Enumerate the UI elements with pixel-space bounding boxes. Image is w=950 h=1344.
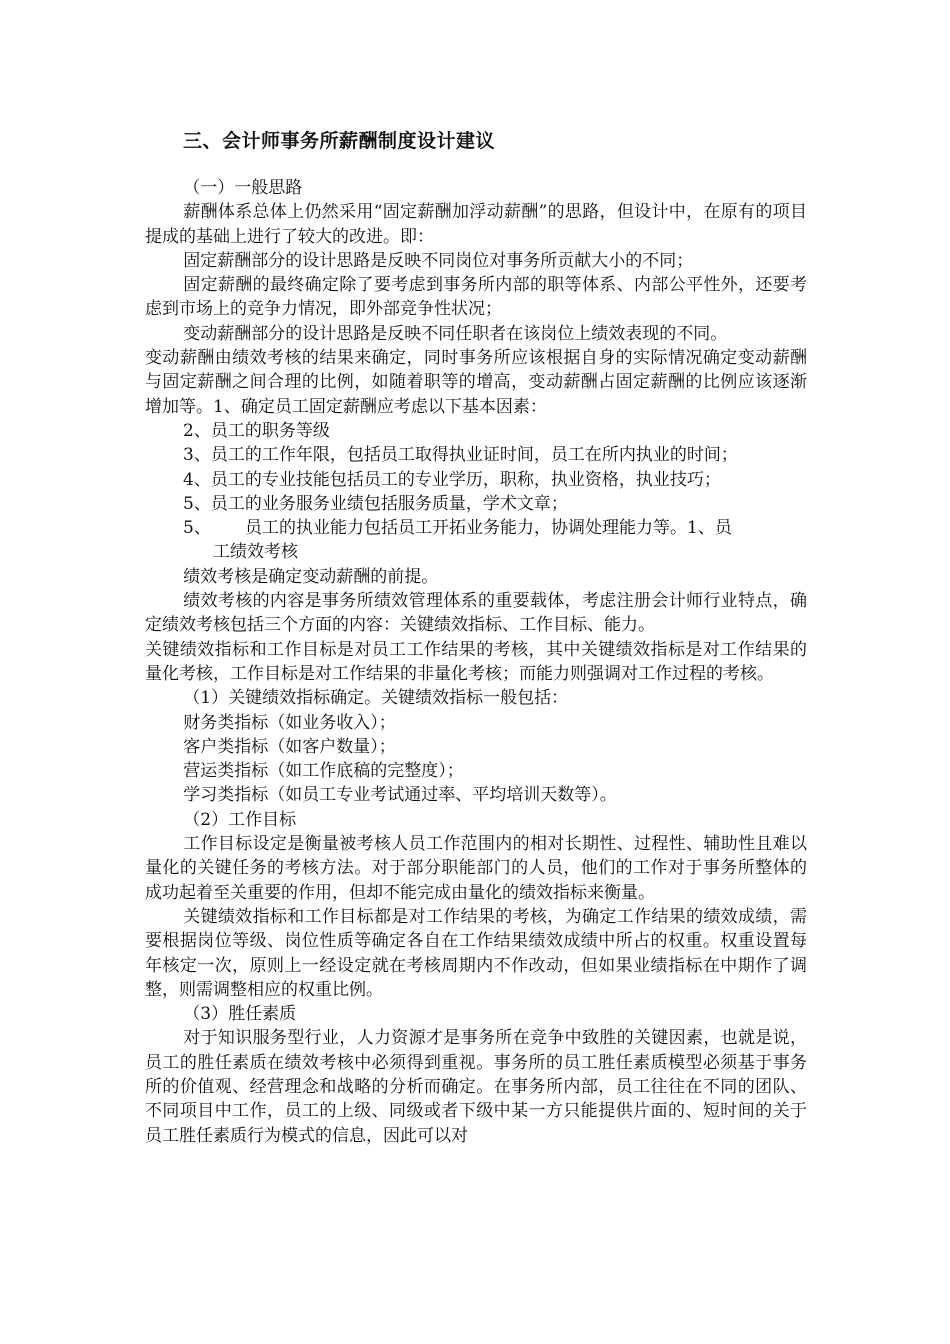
paragraph: 关键绩效指标和工作目标都是对工作结果的考核，为确定工作结果的绩效成绩，需要根据岗位等级、岗位性质等确定各自在工作结果绩效成绩中所占的权重。权重设置每年核定一次，原则上一经设定就在考核周期内不作改动，但如果业绩指标在中期作了调整，则需调整相应的权重比例。 — [145, 906, 807, 1000]
section-title: 三、会计师事务所薪酬制度设计建议 — [183, 130, 496, 152]
document-body — [145, 176, 807, 1148]
list-item: 2、员工的职务等级 — [183, 420, 330, 441]
subsection-heading: （2）工作目标 — [183, 809, 297, 830]
list-item: 3、员工的工作年限，包括员工取得执业证时间，员工在所内执业的时间； — [183, 445, 738, 466]
list-text: 员工的执业能力包括员工开拓业务能力，协调处理能力等。1、员 — [245, 518, 732, 539]
paragraph: 绩效考核的内容是事务所绩效管理体系的重要载体，考虑注册会计师行业特点，确定绩效考核包括三个方面的内容：关键绩效指标、工作目标、能力。 — [145, 591, 807, 636]
paragraph: 工作目标设定是衡量被考核人员工作范围内的相对长期性、过程性、辅助性且难以量化的关键任务的考核方法。对于部分职能部门的人员，他们的工作对于事务所整体的成功起着至关重要的作用，但却不能完成由量化的绩效指标来衡量。 — [145, 834, 807, 903]
list-item: 学习类指标（如员工专业考试通过率、平均培训天数等）。 — [183, 785, 617, 806]
subsection-heading: （1）关键绩效指标确定。关键绩效指标一般包括： — [183, 688, 569, 709]
subsection-heading: （3）胜任素质 — [183, 1004, 297, 1025]
list-item: 财务类指标（如业务收入）； — [183, 712, 396, 733]
paragraph: 关键绩效指标和工作目标是对员工工作结果的考核，其中关键绩效指标是对工作结果的量化考核，工作目标是对工作结果的非量化考核；而能力则强调对工作过程的考核。 — [145, 639, 807, 684]
list-item: 客户类指标（如客户数量）； — [183, 736, 396, 757]
paragraph: 对于知识服务型行业，人力资源才是事务所在竞争中致胜的关键因素，也就是说，员工的胜任素质在绩效考核中必须得到重视。事务所的员工胜任素质模型必须基于事务所的价值观、经营理念和战略的分析而确定。在事务所内部，员工往往在不同的团队、不同项目中工作，员工的上级、同级或者下级中某一方只能提供片面的、短时间的关于员工胜任素质行为模式的信息，因此可以对 — [145, 1028, 807, 1146]
paragraph: 绩效考核是确定变动薪酬的前提。 — [183, 566, 439, 587]
list-item — [145, 516, 807, 565]
paragraph: 变动薪酬部分的设计思路是反映不同任职者在该岗位上绩效表现的不同。 — [183, 323, 728, 344]
list-text-continued: 工绩效考核 — [213, 542, 298, 563]
list-item: 营运类指标（如工作底稿的完整度）； — [183, 761, 464, 782]
paragraph: 固定薪酬部分的设计思路是反映不同岗位对事务所贡献大小的不同； — [183, 250, 694, 271]
paragraph: 薪酬体系总体上仍然采用“固定薪酬加浮动薪酬”的思路，但设计中，在原有的项目提成的基础上进行了较大的改进。即： — [145, 202, 807, 247]
paragraph: 变动薪酬由绩效考核的结果来确定，同时事务所应该根据自身的实际情况确定变动薪酬与固定薪酬之间合理的比例，如随着职等的增高，变动薪酬占固定薪酬的比例应该逐渐增加等。1、确定员工固定薪酬应考虑以下基本因素： — [145, 348, 807, 417]
list-item: 4、员工的专业技能包括员工的专业学历，职称，执业资格，执业技巧； — [183, 469, 721, 490]
subsection-heading: （一）一般思路 — [183, 178, 303, 198]
list-item: 5、员工的业务服务业绩包括服务质量，学术文章； — [183, 493, 568, 514]
list-number: 5、 — [183, 518, 211, 539]
paragraph: 固定薪酬的最终确定除了要考虑到事务所内部的职等体系、内部公平性外，还要考虑到市场上的竞争力情况，即外部竞争性状况； — [145, 275, 807, 320]
